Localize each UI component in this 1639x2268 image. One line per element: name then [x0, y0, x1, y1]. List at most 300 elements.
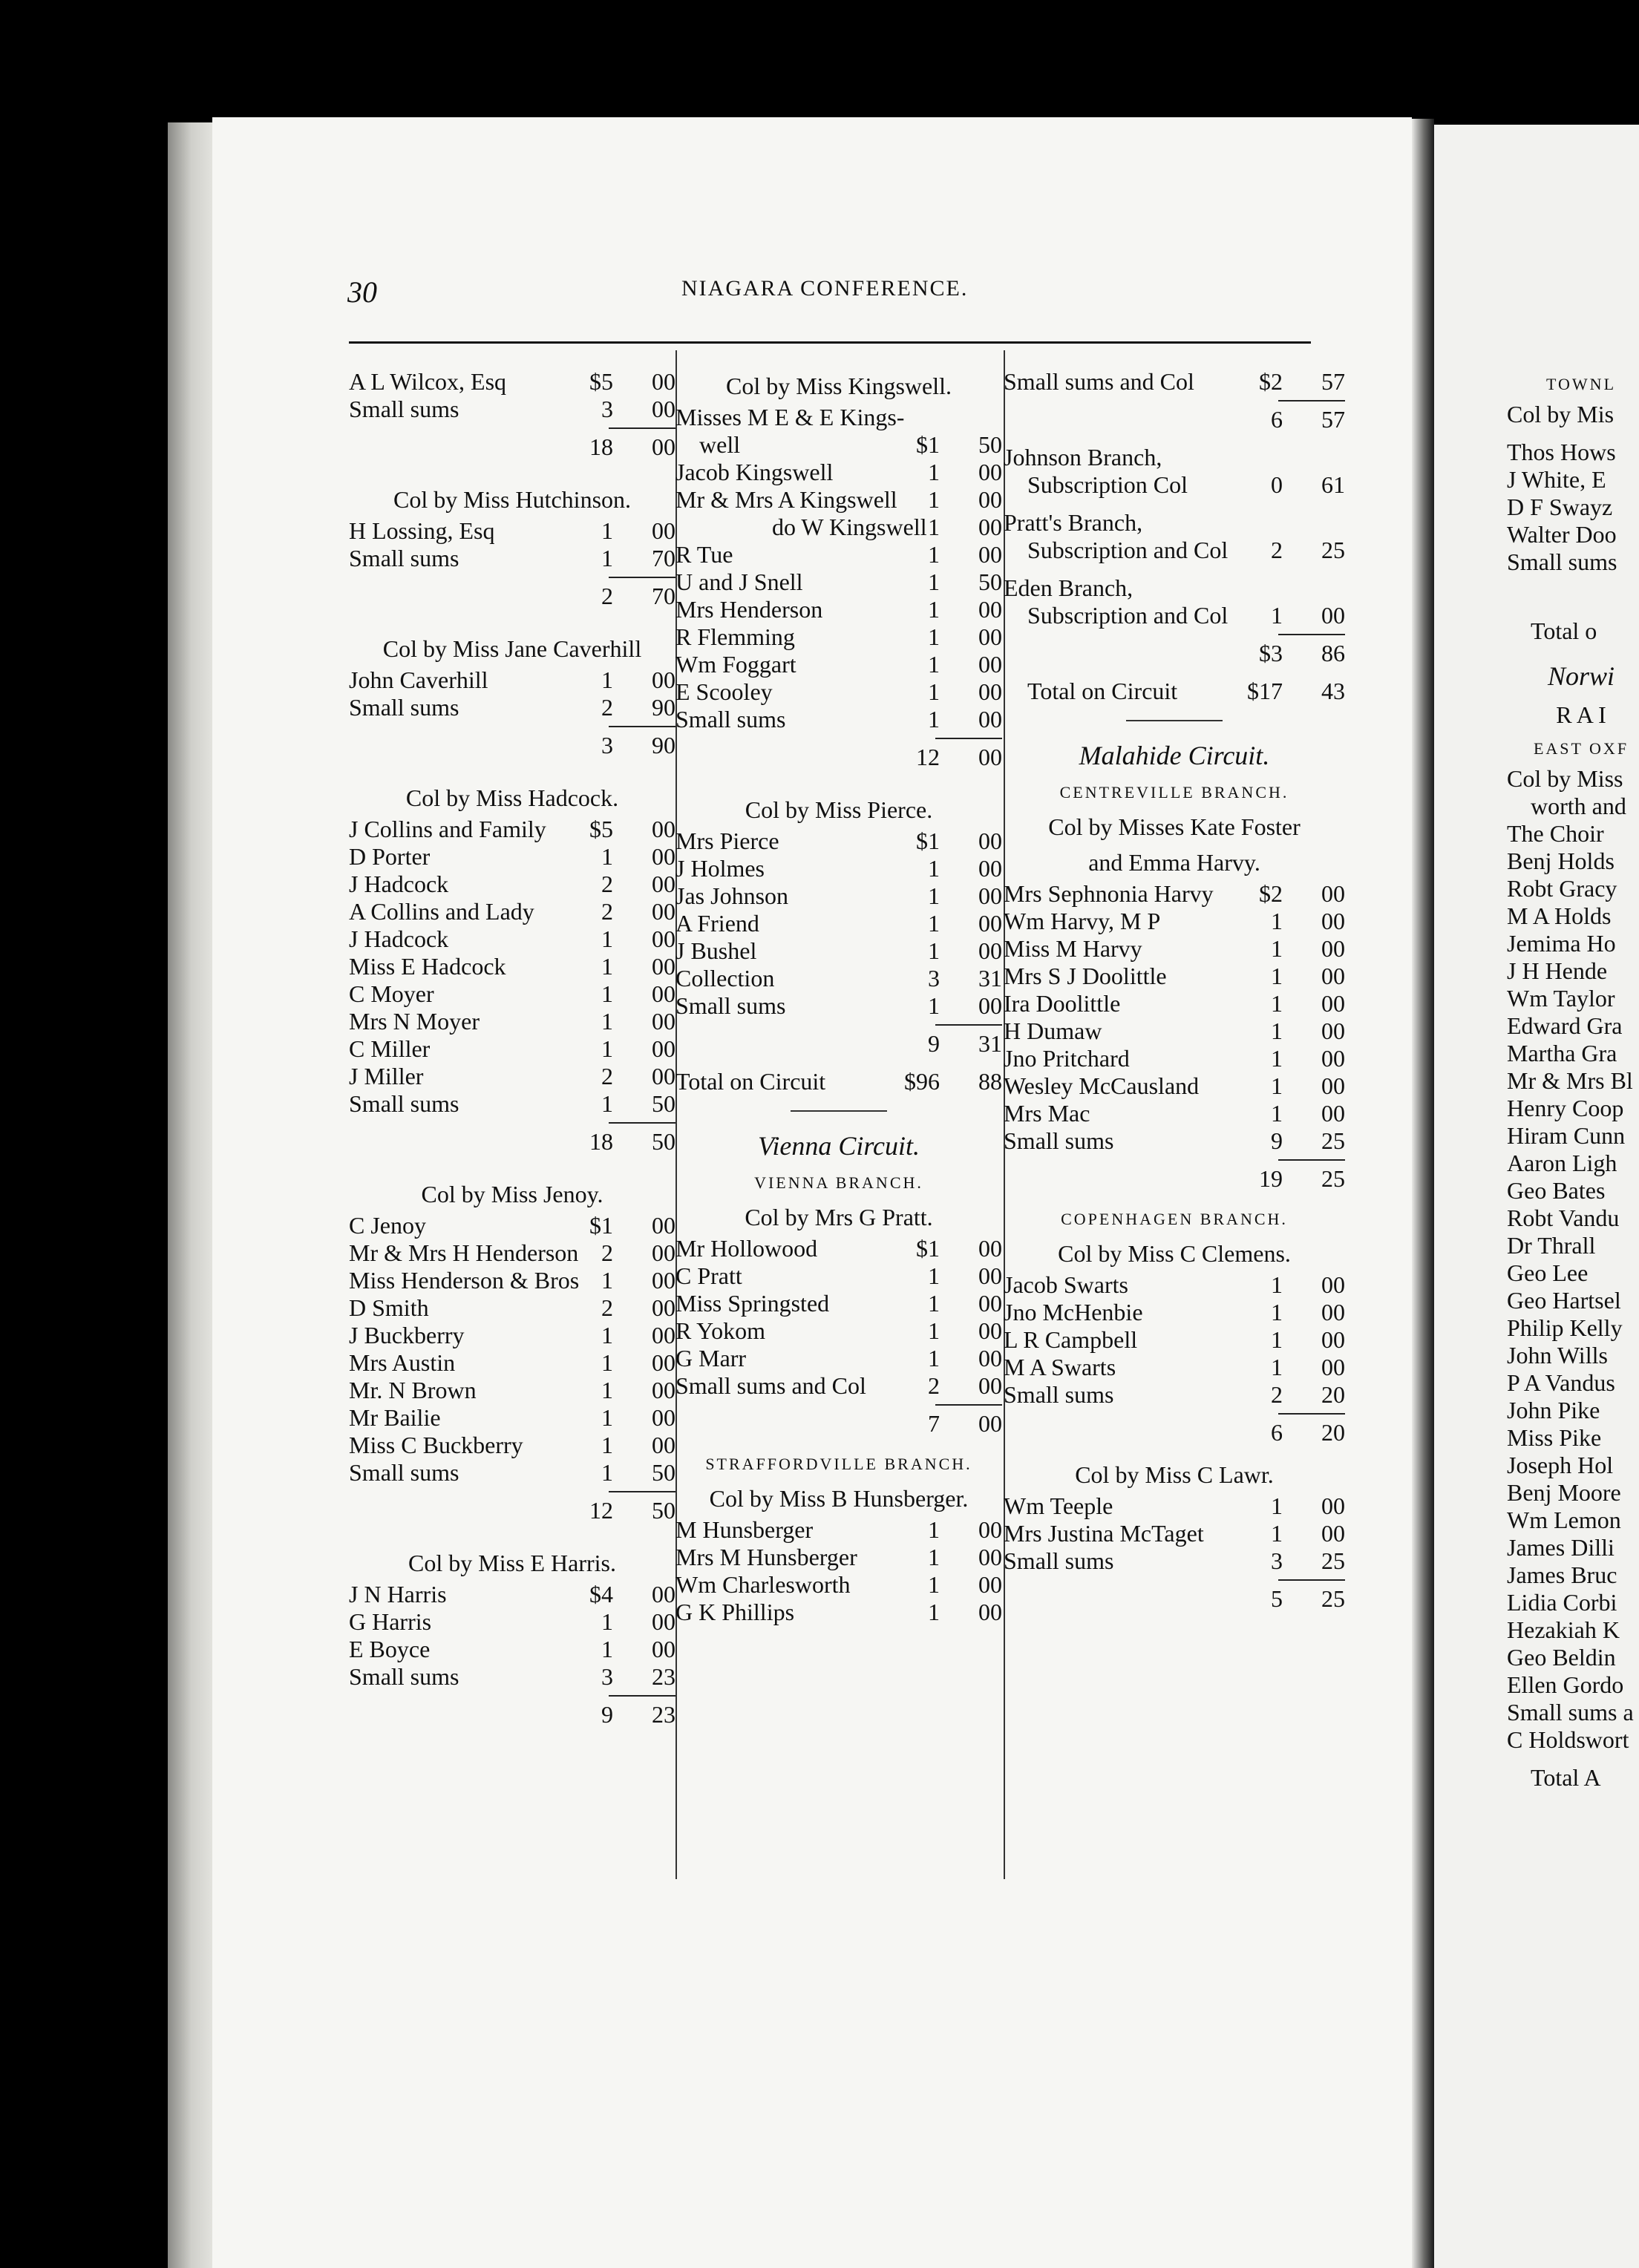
collector-heading: R A I — [1556, 701, 1606, 728]
collector-heading: Col by Mrs G Pratt. — [745, 1204, 933, 1230]
ledger-line — [1004, 1547, 1345, 1575]
collector-heading: Col by Miss Kingswell. — [725, 373, 952, 399]
amount-dollars: 1 — [928, 910, 940, 937]
ledger-line — [675, 1290, 1002, 1317]
amount-cents: 00 — [978, 1262, 1002, 1289]
entry-name: Ira Doolittle — [1004, 990, 1121, 1017]
ledger-line — [1507, 1342, 1639, 1369]
amount-cents: 00 — [978, 623, 1002, 650]
amount-cents: 50 — [652, 1090, 675, 1117]
entry-name: James Bruc — [1507, 1561, 1617, 1588]
ledger-line — [675, 937, 1002, 965]
circuit-heading: Malahide Circuit. — [1079, 741, 1270, 770]
ledger-line — [1507, 1205, 1639, 1232]
entry-name: Mrs S J Doolittle — [1004, 963, 1167, 989]
amount-dollars: 1 — [1271, 1271, 1283, 1298]
amount-dollars: 1 — [1271, 1520, 1283, 1547]
entry-name: R Yokom — [675, 1317, 765, 1344]
amount-dollars: 1 — [1271, 1100, 1283, 1127]
entry-name: Mrs Mac — [1004, 1100, 1090, 1127]
amount-dollars: 1 — [1271, 908, 1283, 934]
amount-dollars: 1 — [928, 568, 940, 595]
spacer — [1004, 1193, 1345, 1203]
branch-heading: VIENNA BRANCH. — [754, 1173, 923, 1192]
amount-cents: 25 — [1321, 1165, 1345, 1192]
spacer — [349, 461, 675, 482]
spacer — [1507, 597, 1639, 617]
ledger-line — [349, 1432, 675, 1459]
entry-name: G Marr — [675, 1345, 747, 1371]
entry-name: Col by Mis — [1507, 401, 1615, 427]
sum-rule — [349, 721, 675, 732]
amount-cents: 00 — [978, 596, 1002, 623]
ledger-line — [1004, 1100, 1345, 1127]
ledger-line — [675, 706, 1002, 733]
amount-dollars: 1 — [601, 545, 613, 571]
ledger-column-1 — [349, 368, 675, 1728]
collector-heading: Col by Miss E Harris. — [408, 1550, 616, 1576]
amount-cents: 00 — [652, 1008, 675, 1035]
amount-cents: 00 — [652, 816, 675, 842]
amount-dollars: 1 — [601, 1267, 613, 1294]
entry-name: Small sums — [1004, 1381, 1114, 1408]
entry-name: M A Holds — [1507, 902, 1612, 929]
entry-name: Mrs Justina McTaget — [1004, 1520, 1204, 1547]
sum-rule — [675, 1400, 1002, 1410]
ledger-line — [1507, 1314, 1639, 1342]
amount-cents: 00 — [978, 678, 1002, 705]
entry-name: M Hunsberger — [675, 1516, 814, 1543]
amount-dollars: 1 — [1271, 1299, 1283, 1325]
entry-name: Mr Bailie — [349, 1404, 441, 1431]
ledger-line — [1507, 1122, 1639, 1150]
amount-cents: 00 — [652, 1322, 675, 1348]
ledger-line — [675, 1317, 1002, 1345]
amount-dollars: $5 — [589, 816, 613, 842]
entry-name: Jacob Swarts — [1004, 1271, 1128, 1298]
entry-name: Small sums — [349, 1663, 459, 1690]
ledger-line — [1004, 444, 1345, 471]
collector-heading: Col by Miss Hadcock. — [405, 784, 619, 811]
ledger-line — [1507, 1397, 1639, 1424]
amount-dollars: 1 — [928, 541, 940, 568]
ledger-column-2 — [675, 368, 1002, 1626]
amount-dollars: 1 — [928, 1544, 940, 1570]
amount-dollars: 2 — [928, 1372, 940, 1399]
amount-dollars: 2 — [601, 1063, 613, 1089]
entry-name: J Hadcock — [349, 925, 449, 952]
collector-heading: Col by Miss Jenoy. — [421, 1181, 603, 1207]
ledger-line — [1507, 1287, 1639, 1314]
collector-heading: Col by Miss Pierce. — [745, 796, 933, 823]
ledger-line — [1507, 1507, 1639, 1534]
entry-name: Wm Foggart — [675, 651, 796, 678]
partial-page-column — [1507, 368, 1639, 1792]
amount-dollars: 9 — [928, 1030, 940, 1057]
amount-dollars: $2 — [1259, 880, 1283, 907]
ledger-line — [1507, 1479, 1639, 1507]
amount-dollars: 1 — [601, 1035, 613, 1062]
amount-dollars: 1 — [601, 843, 613, 870]
amount-cents: 00 — [652, 843, 675, 870]
ledger-line — [675, 1410, 1002, 1438]
entry-name: J Buckberry — [349, 1322, 465, 1348]
amount-dollars: 1 — [601, 1636, 613, 1662]
ledger-line — [1507, 985, 1639, 1012]
entry-name: L R Campbell — [1004, 1326, 1138, 1353]
entry-name: Col by Miss — [1507, 765, 1623, 792]
amount-cents: 00 — [652, 980, 675, 1007]
amount-cents: 00 — [978, 514, 1002, 540]
amount-cents: 00 — [1321, 880, 1345, 907]
ledger-line — [1507, 617, 1639, 645]
page-number: 30 — [347, 275, 377, 309]
entry-name: Jno McHenbie — [1004, 1299, 1143, 1325]
amount-cents: 50 — [652, 1128, 675, 1155]
amount-dollars: 3 — [601, 1663, 613, 1690]
entry-name: Hiram Cunn — [1507, 1122, 1626, 1149]
entry-name: Mrs Sephnonia Harvy — [1004, 880, 1214, 907]
entry-name: Mrs Pierce — [675, 827, 779, 854]
spacer — [1507, 1754, 1639, 1764]
spacer — [1004, 667, 1345, 678]
spacer — [675, 1438, 1002, 1448]
amount-cents: 00 — [652, 1404, 675, 1431]
amount-dollars: 1 — [601, 1008, 613, 1035]
ledger-line — [1004, 1271, 1345, 1299]
spacer — [1507, 645, 1639, 655]
amount-cents: 00 — [978, 459, 1002, 485]
amount-cents: 00 — [978, 1317, 1002, 1344]
entry-name: Miss Henderson & Bros — [349, 1267, 580, 1294]
amount-cents: 00 — [978, 1544, 1002, 1570]
ledger-line — [1507, 1764, 1639, 1792]
ledger-line — [1507, 1699, 1639, 1726]
ledger-line — [349, 1008, 675, 1035]
entry-name: J Collins and Family — [349, 816, 546, 842]
amount-cents: 00 — [1321, 1299, 1345, 1325]
spacer — [349, 759, 675, 780]
entry-name: Total on Circuit — [1027, 678, 1178, 704]
amount-cents: 86 — [1321, 640, 1345, 666]
ledger-line — [349, 1035, 675, 1063]
amount-dollars: $2 — [1259, 368, 1283, 395]
entry-name: J Hadcock — [349, 871, 449, 897]
amount-cents: 00 — [652, 1267, 675, 1294]
ledger-line — [1004, 1299, 1345, 1326]
ledger-line — [675, 568, 1002, 596]
amount-dollars: 18 — [589, 433, 613, 460]
amount-cents: 00 — [652, 925, 675, 952]
ledger-line — [349, 396, 675, 423]
ledger-line — [675, 910, 1002, 937]
amount-dollars: 1 — [601, 1090, 613, 1117]
ledger-line — [1507, 1150, 1639, 1177]
amount-dollars: 1 — [1271, 963, 1283, 989]
entry-name: Small sums a — [1507, 1699, 1634, 1725]
spacer — [349, 1156, 675, 1176]
amount-dollars: 1 — [928, 1571, 940, 1598]
ledger-line — [1507, 401, 1639, 428]
ledger-line — [1004, 880, 1345, 908]
spacer — [1507, 576, 1639, 597]
entry-name: A Friend — [675, 910, 759, 937]
entry-name: Ellen Gordo — [1507, 1671, 1624, 1698]
ledger-line — [1004, 963, 1345, 990]
entry-name: C Pratt — [675, 1262, 742, 1289]
amount-cents: 00 — [978, 1410, 1002, 1437]
ledger-line — [1507, 1012, 1639, 1040]
entry-name: Hezakiah K — [1507, 1616, 1620, 1643]
ledger-line — [675, 1030, 1002, 1058]
ledger-line — [1004, 602, 1345, 629]
amount-dollars: 1 — [601, 980, 613, 1007]
ledger-line — [1507, 1616, 1639, 1644]
amount-dollars: 1 — [928, 1345, 940, 1371]
amount-cents: 25 — [1321, 1127, 1345, 1154]
amount-cents: 25 — [1321, 537, 1345, 563]
amount-cents: 00 — [978, 882, 1002, 909]
sum-rule — [349, 1691, 675, 1701]
entry-name: John Pike — [1507, 1397, 1600, 1423]
spacer — [1507, 428, 1639, 439]
ledger-line — [1507, 1589, 1639, 1616]
ledger-line — [1507, 1040, 1639, 1067]
entry-name: Wm Harvy, M P — [1004, 908, 1161, 934]
ledger-line — [1004, 935, 1345, 963]
entry-name: J H Hende — [1507, 957, 1608, 984]
ledger-line — [675, 1599, 1002, 1626]
sum-rule — [349, 423, 675, 433]
amount-dollars: 1 — [601, 1404, 613, 1431]
entry-name: Benj Holds — [1507, 848, 1615, 874]
spacer — [1004, 1446, 1345, 1457]
ledger-line — [349, 843, 675, 871]
entry-name: Small sums and Col — [1004, 368, 1194, 395]
ledger-line — [349, 1497, 675, 1524]
amount-dollars: 1 — [928, 937, 940, 964]
entry-name: P A Vandus — [1507, 1369, 1615, 1396]
amount-cents: 20 — [1321, 1381, 1345, 1408]
amount-cents: 00 — [1321, 602, 1345, 629]
entry-name: J Holmes — [675, 855, 765, 882]
entry-name: well — [699, 431, 741, 458]
amount-cents: 00 — [1321, 908, 1345, 934]
entry-name: Small sums and Col — [675, 1372, 866, 1399]
header-rule — [349, 341, 1311, 344]
amount-cents: 00 — [652, 666, 675, 693]
ledger-line — [675, 404, 1002, 431]
amount-cents: 00 — [978, 744, 1002, 770]
amount-dollars: 1 — [1271, 1017, 1283, 1044]
section-divider — [675, 1095, 1002, 1125]
sum-rule — [1004, 396, 1345, 406]
entry-name: worth and — [1531, 793, 1626, 819]
amount-dollars: 1 — [601, 1608, 613, 1635]
spacer — [675, 771, 1002, 792]
entry-name: E Boyce — [349, 1636, 431, 1662]
ledger-line — [1507, 820, 1639, 848]
amount-cents: 00 — [978, 1599, 1002, 1625]
ledger-line — [1507, 1424, 1639, 1452]
entry-name: Miss Springsted — [675, 1290, 830, 1317]
amount-cents: 00 — [652, 368, 675, 395]
amount-cents: 00 — [652, 1349, 675, 1376]
entry-name: C Holdswort — [1507, 1726, 1629, 1753]
amount-cents: 00 — [978, 541, 1002, 568]
ledger-line — [675, 1544, 1002, 1571]
amount-dollars: 1 — [928, 459, 940, 485]
entry-name: Robt Vandu — [1507, 1205, 1620, 1231]
ledger-line — [349, 1063, 675, 1090]
ledger-line — [349, 666, 675, 694]
amount-cents: 00 — [1321, 990, 1345, 1017]
entry-name: Joseph Hol — [1507, 1452, 1614, 1478]
ledger-line — [675, 596, 1002, 623]
ledger-line — [1507, 957, 1639, 985]
amount-dollars: 1 — [928, 514, 940, 540]
amount-dollars: 18 — [589, 1128, 613, 1155]
amount-cents: 00 — [1321, 1326, 1345, 1353]
entry-name: Miss E Hadcock — [349, 953, 506, 980]
amount-cents: 00 — [1321, 1354, 1345, 1380]
amount-cents: 00 — [978, 855, 1002, 882]
ledger-line — [349, 694, 675, 721]
entry-name: H Dumaw — [1004, 1017, 1102, 1044]
entry-name: Lidia Corbi — [1507, 1589, 1617, 1616]
entry-name: Jno Pritchard — [1004, 1045, 1130, 1072]
sum-rule — [1004, 629, 1345, 640]
ledger-line — [1004, 1072, 1345, 1100]
amount-dollars: $96 — [904, 1068, 940, 1095]
ledger-line — [349, 1294, 675, 1322]
entry-name: Small sums — [1507, 548, 1617, 575]
entry-name: U and J Snell — [675, 568, 803, 595]
entry-name: John Caverhill — [349, 666, 488, 693]
amount-cents: 00 — [978, 1516, 1002, 1543]
amount-dollars: 1 — [1271, 990, 1283, 1017]
amount-dollars: 1 — [928, 992, 940, 1019]
entry-name: Pratt's Branch, — [1004, 509, 1143, 536]
amount-cents: 88 — [978, 1068, 1002, 1095]
amount-dollars: $3 — [1259, 640, 1283, 666]
entry-name: Small sums — [349, 694, 459, 721]
entry-name: R Tue — [675, 541, 733, 568]
amount-cents: 00 — [978, 937, 1002, 964]
entry-name: Eden Branch, — [1004, 574, 1133, 601]
amount-dollars: 2 — [601, 694, 613, 721]
entry-name: Total A — [1531, 1764, 1601, 1791]
amount-dollars: 1 — [1271, 602, 1283, 629]
amount-dollars: 1 — [928, 486, 940, 513]
ledger-line — [675, 827, 1002, 855]
amount-dollars: 6 — [1271, 1419, 1283, 1446]
ledger-line — [349, 980, 675, 1008]
amount-cents: 90 — [652, 732, 675, 758]
ledger-line — [675, 1068, 1002, 1095]
amount-dollars: 1 — [601, 1349, 613, 1376]
amount-dollars: 6 — [1271, 406, 1283, 433]
branch-heading: TOWNL — [1545, 375, 1617, 393]
running-title: NIAGARA CONFERENCE. — [681, 276, 969, 301]
amount-cents: 00 — [652, 1581, 675, 1607]
amount-cents: 31 — [978, 1030, 1002, 1057]
branch-heading: COPENHAGEN BRANCH. — [1061, 1210, 1288, 1228]
ledger-line — [1507, 765, 1639, 793]
ledger-line — [349, 1128, 675, 1156]
ledger-line — [1004, 1017, 1345, 1045]
ledger-line — [1507, 1369, 1639, 1397]
entry-name: Small sums — [1004, 1547, 1114, 1574]
entry-name: Collection — [675, 965, 775, 992]
amount-dollars: 1 — [601, 1432, 613, 1458]
entry-name: G Harris — [349, 1608, 432, 1635]
amount-cents: 00 — [1321, 1492, 1345, 1519]
ledger-line — [675, 1345, 1002, 1372]
amount-dollars: 1 — [1271, 1045, 1283, 1072]
entry-name: Miss C Buckberry — [349, 1432, 523, 1458]
ledger-line — [1004, 908, 1345, 935]
ledger-line — [1004, 1045, 1345, 1072]
amount-dollars: 1 — [601, 666, 613, 693]
ledger-line — [1004, 368, 1345, 396]
entry-name: Geo Bates — [1507, 1177, 1606, 1204]
ledger-line — [675, 486, 1002, 514]
ledger-line — [349, 1608, 675, 1636]
ledger-line — [349, 1349, 675, 1377]
ledger-line — [349, 871, 675, 898]
ledger-line — [349, 898, 675, 925]
entry-name: Small sums — [675, 992, 786, 1019]
sum-rule — [349, 572, 675, 583]
ledger-line — [675, 541, 1002, 568]
spacer — [675, 1058, 1002, 1068]
amount-cents: 57 — [1321, 368, 1345, 395]
sum-rule — [1004, 1575, 1345, 1585]
entry-name: Geo Beldin — [1507, 1644, 1616, 1671]
ledger-line — [1004, 509, 1345, 537]
ledger-line — [1507, 902, 1639, 930]
amount-cents: 23 — [652, 1701, 675, 1728]
entry-name: J Miller — [349, 1063, 424, 1089]
entry-name: H Lossing, Esq — [349, 517, 495, 544]
entry-name: Subscription Col — [1027, 471, 1188, 498]
ledger-line — [349, 368, 675, 396]
entry-name: Aaron Ligh — [1507, 1150, 1617, 1176]
ledger-line — [1004, 574, 1345, 602]
amount-dollars: 5 — [1271, 1585, 1283, 1612]
amount-dollars: 1 — [928, 706, 940, 732]
amount-cents: 25 — [1321, 1585, 1345, 1612]
ledger-line — [675, 459, 1002, 486]
entry-name: Mr. N Brown — [349, 1377, 477, 1403]
collector-heading: Col by Miss C Lawr. — [1075, 1461, 1274, 1488]
circuit-heading: Norwi — [1547, 661, 1615, 691]
ledger-line — [675, 651, 1002, 678]
ledger-line — [1507, 1095, 1639, 1122]
ledger-line — [349, 1377, 675, 1404]
ledger-line — [675, 965, 1002, 992]
amount-cents: 00 — [652, 871, 675, 897]
entry-name: A L Wilcox, Esq — [349, 368, 507, 395]
ledger-line — [1507, 1177, 1639, 1205]
amount-cents: 50 — [978, 431, 1002, 458]
ledger-line — [349, 433, 675, 461]
ledger-line — [675, 514, 1002, 541]
entry-name: C Miller — [349, 1035, 431, 1062]
sum-rule — [349, 1487, 675, 1497]
amount-dollars: 1 — [1271, 935, 1283, 962]
